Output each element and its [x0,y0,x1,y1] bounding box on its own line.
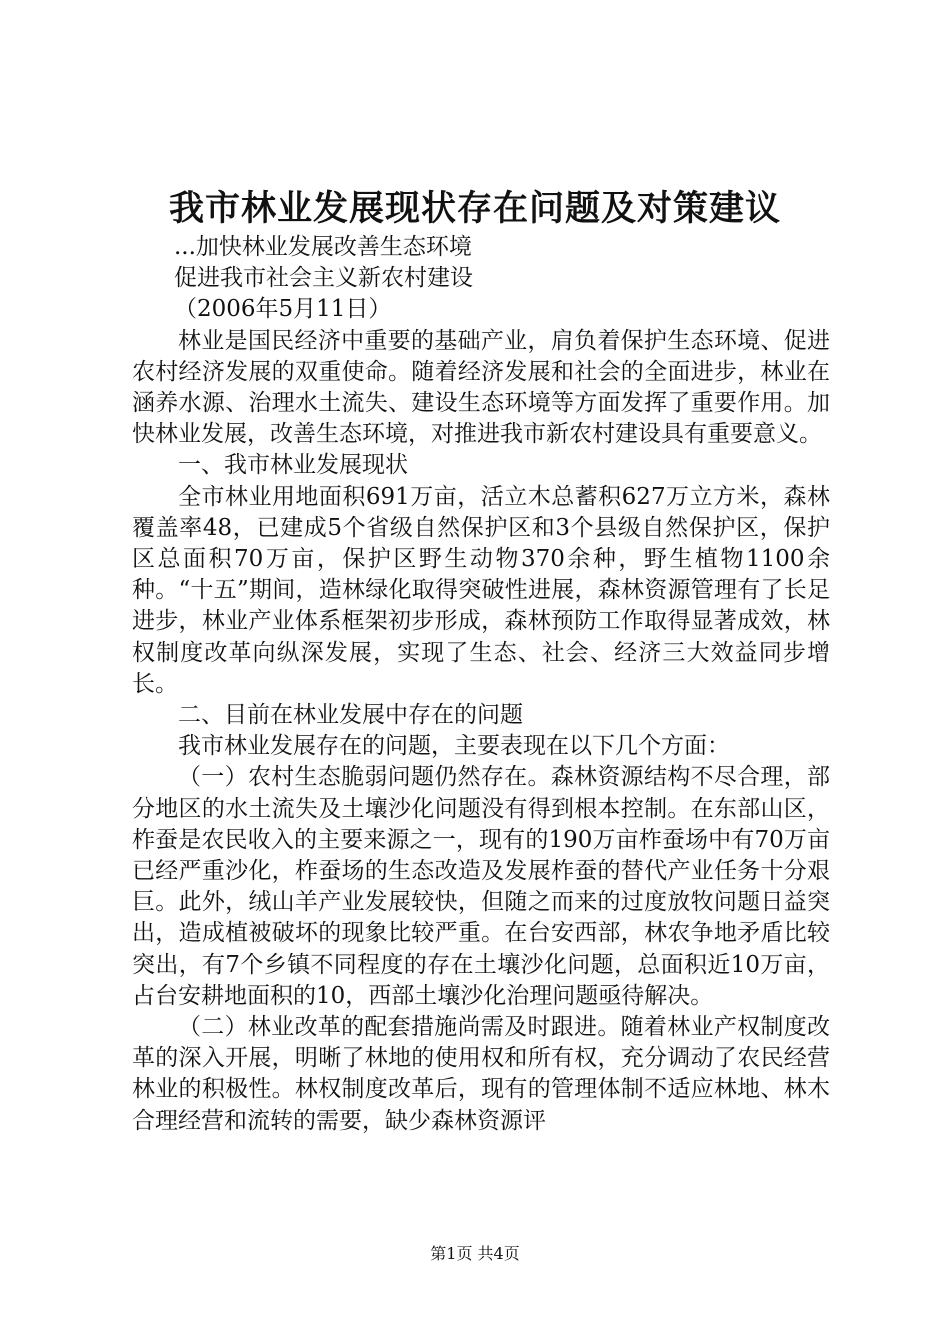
status-paragraph: 全市林业用地面积691万亩，活立木总蓄积627万立方米，森林覆盖率48，已建成5个省级自然保护区和3个县级自然保护区，保护区总面积70万亩，保护区野生动物370余种，野生植物1100余种。“十五”期间，造林绿化取得突破性进展，森林资源管理有了长足进步，林业产业体系框架初步形成，森林预防工作取得显著成效，林权制度改革向纵深发展，实现了生态、社会、经济三大效益同步增长。 [132,483,830,697]
document-body [132,232,830,1137]
subtitle-line-1: ...加快林业发展改善生态环境 [174,234,472,260]
problem-2-paragraph: （二）林业改革的配套措施尚需及时跟进。随着林业产权制度改革的深入开展，明晰了林地的使用权和所有权，充分调动了农民经营林业的积极性。林权制度改革后，现有的管理体制不适应林地、林木合理经营和流转的需要，缺少森林资源评 [132,1014,830,1134]
subtitle-line-2: 促进我市社会主义新农村建设 [174,265,473,292]
section-heading-2: 二、目前在林业发展中存在的问题 [178,702,523,729]
problems-intro-paragraph: 我市林业发展存在的问题，主要表现在以下几个方面： [178,733,730,760]
document-date: （2006年5月11日） [174,296,392,323]
problem-1-paragraph: （一）农村生态脆弱问题仍然存在。森林资源结构不尽合理，部分地区的水土流失及土壤沙化问题没有得到根本控制。在东部山区，柞蚕是农民收入的主要来源之一，现有的190万亩柞蚕场中有70万亩已经严重沙化，柞蚕场的生态改造及发展柞蚕的替代产业任务十分艰巨。此外，绒山羊产业发展较快，但随之而来的过度放牧问题日益突出，造成植被破坏的现象比较严重。在台安西部，林农争地矛盾比较突出，有7个乡镇不同程度的存在土壤沙化问题，总面积近10万亩，占台安耕地面积的10，西部土壤沙化治理问题亟待解决。 [132,764,830,1009]
intro-paragraph: 林业是国民经济中重要的基础产业，肩负着保护生态环境、促进农村经济发展的双重使命。随着经济发展和社会的全面进步，林业在涵养水源、治理水土流失、建设生态环境等方面发挥了重要作用。加快林业发展，改善生态环境，对推进我市新农村建设具有重要意义。 [132,327,830,448]
document-title: 我市林业发展现状存在问题及对策建议 [168,189,781,229]
page-footer: 第1页 共4页 [430,1244,520,1263]
section-heading-1: 一、我市林业发展现状 [178,452,408,479]
